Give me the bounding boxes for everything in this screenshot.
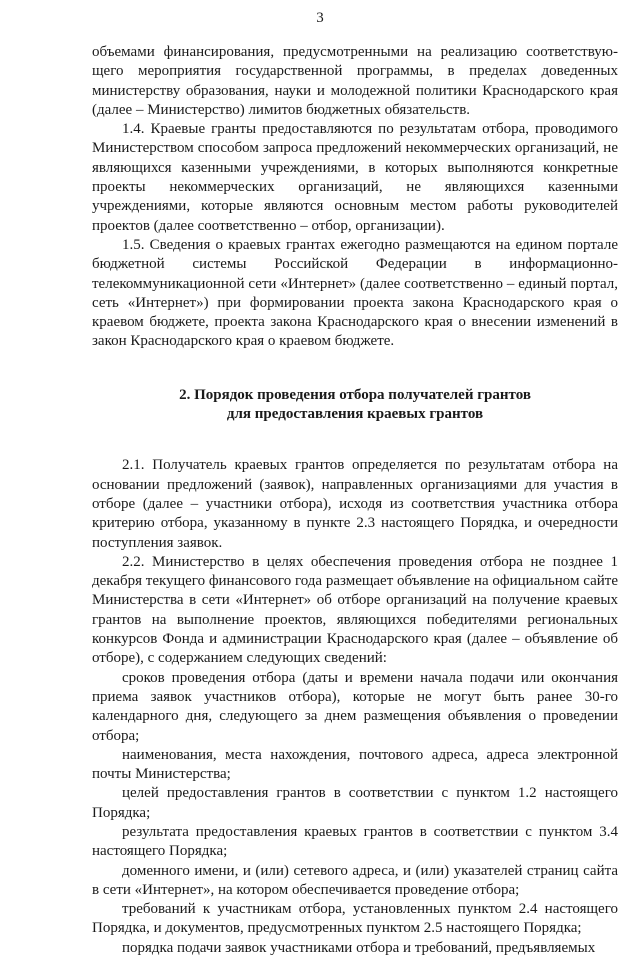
section-heading-line: 2. Порядок проведения отбора получателей грантов — [179, 386, 531, 403]
section-heading — [92, 386, 618, 425]
page-number: 3 — [316, 10, 324, 26]
paragraph: 2.1. Получатель краевых грантов определяется по результатам отбора на основании предложений (заявок), направленных организациями для участия в отборе (далее – участники отбора), исходя из соответствия участника отбора критерию отбора, указанному в пункте 2.3 настоящего Порядка, и очередности поступления заявок. — [92, 457, 618, 551]
document-body — [92, 43, 618, 958]
list-item: результата предоставления краевых грантов в соответствии с пунктом 3.4 настоящего Порядка; — [92, 823, 618, 860]
paragraph: 2.2. Министерство в целях обеспечения проведения отбора не позднее 1 декабря текущего финансового года размещает объявление на официальном сайте Министерства в сети «Интернет» об отборе организаций на получение краевых грантов на выполнение проектов, являющихся победителями региональных конкурсов Фонда и администрации Краснодарского края (далее – объявление об отборе), с содержанием следующих сведений: — [92, 553, 618, 667]
paragraph: 1.5. Сведения о краевых грантах ежегодно размещаются на едином портале бюджетной системы Российской Федерации в информационно-телекоммуникационной сети «Интернет» (далее соответственно – единый портал, сеть «Интернет») при формировании проекта закона Краснодарского края о краевом бюджете, проекта закона Краснодарского края о внесении изменений в закон Краснодарского края о краевом бюджете. — [92, 236, 618, 350]
list-item: требований к участникам отбора, установленных пунктом 2.4 настоящего Порядка, и документов, предусмотренных пунктом 2.5 настоящего Порядка; — [92, 901, 618, 937]
list-item: сроков проведения отбора (даты и времени начала подачи или окончания приема заявок участников отбора), которые не могут быть ранее 30-го календарного дня, следующего за днем размещения объявления о проведении отбора; — [92, 669, 618, 744]
section-heading-line: для предоставления краевых грантов — [226, 406, 484, 423]
list-item: наименования, места нахождения, почтового адреса, адреса электронной почты Министерства; — [92, 746, 618, 783]
paragraph: объемами финансирования, предусмотренными на реализацию соответствую-щего мероприятия государственной программы, в пределах доведенных министерству образования, науки и молодежной политики Краснодарского края (далее – Министерство) лимитов бюджетных обязательств. — [92, 44, 618, 118]
list-item: целей предоставления грантов в соответствии с пунктом 1.2 настоящего Порядка; — [92, 785, 618, 821]
paragraph: 1.4. Краевые гранты предоставляются по результатам отбора, проводимого Министерством способом запроса предложений некоммерческих организаций, не являющихся казенными учреждениями, в которых выполняются конкретные проекты некоммерческих организаций, не являющихся казенными учреждениями, которые являются основным местом работы руководителей проектов (далее соответственно – отбор, организации). — [92, 121, 618, 234]
list-item: доменного имени, и (или) сетевого адреса, и (или) указателей страниц сайта в сети «Интернет», на котором обеспечивается проведение отбора; — [92, 862, 618, 898]
list-item: порядка подачи заявок участниками отбора и требований, предъявляемых — [122, 939, 596, 956]
